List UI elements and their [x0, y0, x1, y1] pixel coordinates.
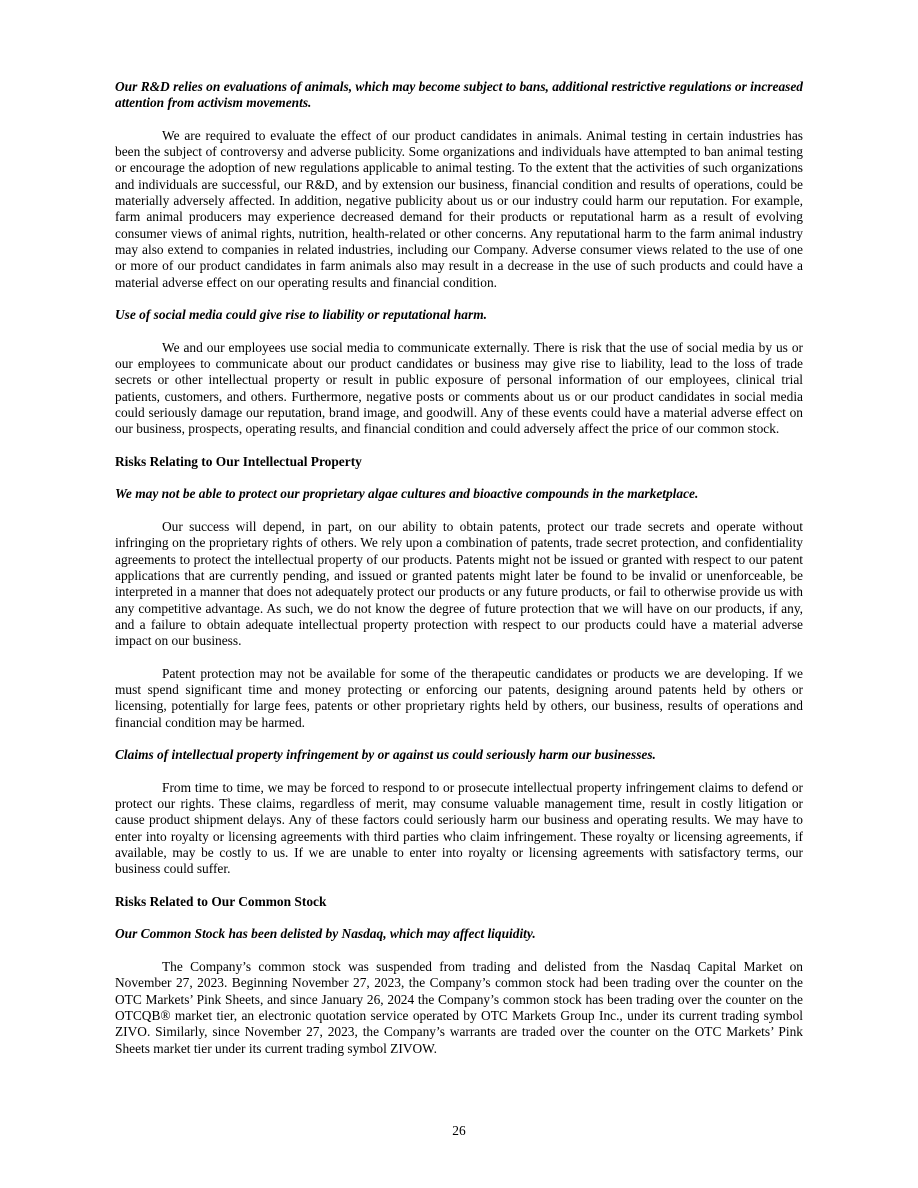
subheading-protect-algae: We may not be able to protect our proprietary algae cultures and bioactive compounds in the marketplace. — [115, 486, 699, 502]
spacer — [115, 323, 803, 339]
spacer — [115, 763, 803, 779]
spacer — [115, 910, 803, 926]
spacer — [115, 503, 803, 519]
page-number: 26 — [452, 1123, 466, 1138]
spacer — [115, 112, 803, 128]
paragraph-social-media: We and our employees use social media to communicate externally. There is risk that the use of social media by us or our employees to communicate about our product candidates or business may give rise to liability, lead to the loss of trade secrets or other intellectual property or result in public exposure of personal information of our employees, clinical trial patients, customers, and others. Furthermore, negative posts or comments about us or our product candidates in social media could seriously damage our reputation, brand image, and goodwill. Any of these events could have a material adverse effect on our business, prospects, operating results, and financial condition and could adversely affect the price of our common stock. — [115, 339, 803, 437]
spacer — [115, 731, 803, 747]
subheading-animal-testing: Our R&D relies on evaluations of animals, which may become subject to bans, additional restrictive regulations or increased attention from activism movements. — [115, 79, 803, 111]
paragraph-delisted: The Company’s common stock was suspended from trading and delisted from the Nasdaq Capital Market on November 27, 2023. Beginning November 27, 2023, the Company’s common stock had been trading over the counter on the OTC Markets’ Pink Sheets, and since January 26, 2024 the Company’s common stock has been trading over the counter on the OTCQB® market tier, an electronic quotation service operated by OTC Markets Group Inc., under its current trading symbol ZIVO. Similarly, since November 27, 2023, the Company’s warrants are traded over the counter on the OTC Markets’ Pink Sheets market tier under its current trading symbol ZIVOW. — [115, 959, 803, 1056]
spacer — [115, 291, 803, 307]
spacer — [115, 470, 803, 486]
subheading-social-media: Use of social media could give rise to liability or reputational harm. — [115, 307, 487, 323]
heading-intellectual-property: Risks Relating to Our Intellectual Property — [115, 453, 362, 469]
paragraph-patent-protection: Patent protection may not be available for some of the therapeutic candidates or products we are developing. If we must spend significant time and money protecting or enforcing our patents, designing around patents held by others or licensing, potentially for large fees, patents or other proprietary rights held by others, our business, results of operations and financial condition may be harmed. — [115, 665, 803, 730]
spacer — [115, 943, 803, 959]
subheading-delisted: Our Common Stock has been delisted by Nasdaq, which may affect liquidity. — [115, 926, 536, 942]
spacer — [115, 649, 803, 665]
paragraph-ip-claims: From time to time, we may be forced to respond to or prosecute intellectual property infringement claims to defend or protect our rights. These claims, regardless of merit, may consume valuable management time, result in costly litigation or cause product shipment delays. Any of these factors could seriously harm our business and operating results. We may have to enter into royalty or licensing agreements with third parties who claim infringement. These royalty or licensing agreements, if available, may be costly to us. If we are unable to enter into royalty or licensing agreements with satisfactory terms, our business could suffer. — [115, 779, 803, 877]
paragraph-patents: Our success will depend, in part, on our ability to obtain patents, protect our trade secrets and operate without infringing on the proprietary rights of others. We rely upon a combination of patents, trade secret protection, and confidentiality agreements to protect the intellectual property of our products. Patents might not be issued or granted with respect to our patent applications that are currently pending, and issued or granted patents might later be found to be invalid or unenforceable, be interpreted in a manner that does not adequately protect our products or any future products, or fail to otherwise provide us with any competitive advantage. As such, we do not know the degree of future protection that we will have on our products, if any, and a failure to obtain adequate intellectual property protection with respect to our products could have a material adverse impact on our business. — [115, 519, 803, 649]
paragraph-animal-testing: We are required to evaluate the effect of our product candidates in animals. Animal testing in certain industries has been the subject of controversy and adverse publicity. Some organizations and individuals have attempted to ban animal testing or encourage the adoption of new regulations applicable to animal testing. To the extent that the activities of such organizations and individuals are successful, our R&D, and by extension our business, financial condition and results of operations, could be materially adversely affected. In addition, negative publicity about us or our industry could harm our reputation. For example, farm animal producers may experience decreased demand for their products or reputational harm as a result of evolving consumer views of animal rights, nutrition, health-related or other concerns. Any reputational harm to the farm animal industry may also extend to companies in related industries, including our Company. Adverse consumer views related to the use of one or more of our product candidates in farm animals also may result in a decrease in the use of such products and could have a material adverse effect on our operating results and financial condition. — [115, 127, 803, 290]
heading-common-stock: Risks Related to Our Common Stock — [115, 893, 327, 909]
spacer — [115, 878, 803, 894]
document-page — [115, 79, 803, 1057]
subheading-ip-claims: Claims of intellectual property infringement by or against us could seriously harm our businesses. — [115, 747, 656, 763]
spacer — [115, 438, 803, 454]
